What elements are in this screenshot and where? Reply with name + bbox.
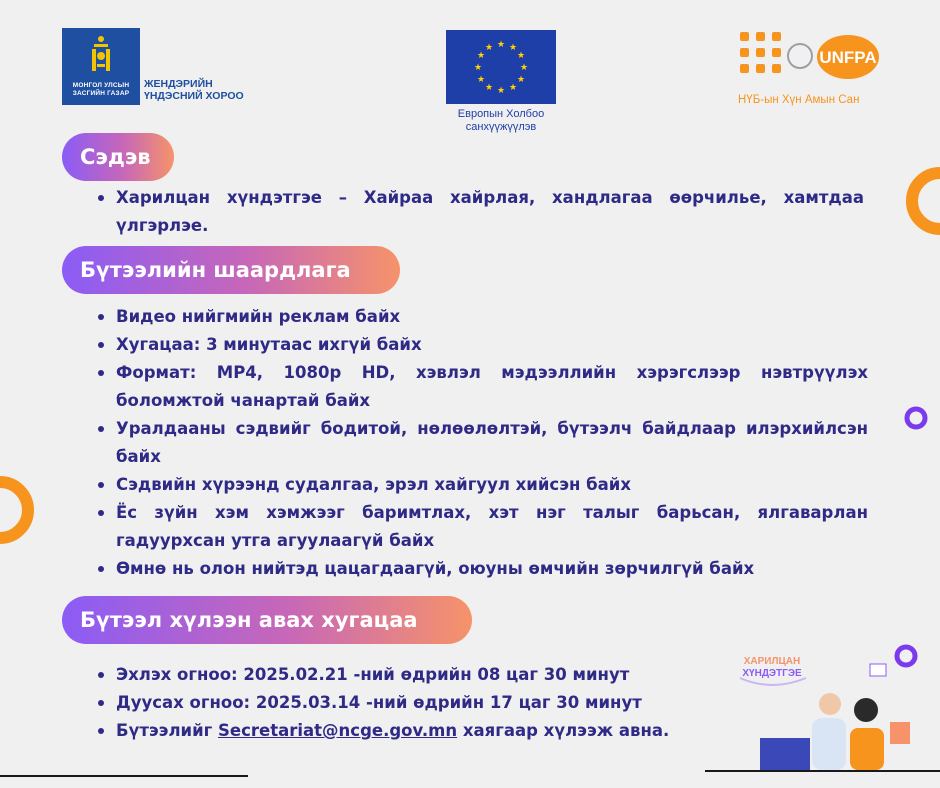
- svg-text:★: ★: [519, 63, 529, 73]
- badge-line1: ХАРИЛЦАН: [743, 656, 801, 667]
- deadline-heading: Бүтээл хүлээн авах хугацаа: [62, 596, 472, 644]
- list-item: Формат: MP4, 1080p HD, хэвлэл мэдээллийн хэрэгслээр нэвтрүүлэх боломжтой чанартай байх: [94, 359, 868, 415]
- badge-line2: ХҮНДЭТГЭЕ: [742, 668, 802, 679]
- list-item: Ёс зүйн хэм хэмжээг баримтлах, хэт нэг талыг барьсан, ялгаварлан гадуурхсан утга агуулаагүй байх: [94, 499, 868, 555]
- email-link[interactable]: Secretariat@ncge.gov.mn: [218, 721, 458, 740]
- orange-ring-icon: [0, 474, 34, 546]
- eu-logo: [446, 30, 558, 140]
- svg-text:★: ★: [496, 40, 506, 50]
- svg-text:★: ★: [508, 43, 518, 53]
- requirements-list: [94, 303, 868, 583]
- svg-text:★: ★: [473, 63, 483, 73]
- purple-ring-icon: [903, 405, 929, 431]
- eu-flag-icon: [446, 30, 556, 104]
- submit-suffix: хаягаар хүлээж авна.: [457, 721, 670, 740]
- eu-caption: Европын Холбоо санхүүжүүлэв: [457, 108, 545, 133]
- requirements-heading: Бүтээлийн шаардлага: [62, 246, 400, 294]
- government-label: МОНГОЛ УЛСЫН ЗАСГИЙН ГАЗАР: [72, 82, 130, 97]
- soyombo-icon: [88, 34, 114, 74]
- divider-line: [705, 770, 940, 772]
- list-item: Эхлэх огноо: 2025.02.21 -ний өдрийн 08 цаг 30 минут: [94, 661, 854, 689]
- list-item: Өмнө нь олон нийтэд цацагдаагүй, оюуны өмчийн зөрчилгүй байх: [94, 555, 868, 583]
- svg-text:★: ★: [484, 83, 494, 93]
- list-item: Дуусах огноо: 2025.03.14 -ний өдрийн 17 цаг 30 минут: [94, 689, 854, 717]
- unfpa-logo: [738, 28, 888, 110]
- people-illustration: [720, 648, 920, 776]
- mongolia-emblem-box: [62, 28, 140, 105]
- svg-text:★: ★: [484, 43, 494, 53]
- svg-text:★: ★: [496, 86, 506, 96]
- list-item: Уралдааны сэдвийг бодитой, нөлөөлөлтэй, бүтээлч байдлаар илэрхийлсэн байх: [94, 415, 868, 471]
- svg-text:★: ★: [476, 51, 486, 61]
- topic-heading: Сэдэв: [62, 133, 174, 181]
- svg-text:★: ★: [516, 51, 526, 61]
- orange-ring-icon: [900, 166, 940, 236]
- svg-text:★: ★: [476, 75, 486, 85]
- list-item: Видео нийгмийн реклам байх: [94, 303, 868, 331]
- list-item: Хугацаа: 3 минутаас ихгүй байх: [94, 331, 868, 359]
- unfpa-caption: НҮБ-ын Хүн Амын Сан: [738, 94, 860, 106]
- svg-text:★: ★: [516, 75, 526, 85]
- list-item: Сэдвийн хүрээнд судалгаа, эрэл хайгуул хийсэн байх: [94, 471, 868, 499]
- submit-prefix: Бүтээлийг: [116, 721, 219, 740]
- list-item: Харилцан хүндэтгэе – Хайраа хайрлая, хандлагаа өөрчилье, хамтдаа үлгэрлэе.: [94, 184, 864, 240]
- svg-text:★: ★: [508, 83, 518, 93]
- mongolia-gender-committee-logo: [62, 28, 262, 108]
- divider-line: [0, 775, 248, 777]
- committee-name: ЖЕНДЭРИЙН ҮНДЭСНИЙ ХОРОО: [144, 78, 244, 102]
- topic-list: [94, 184, 864, 240]
- unfpa-brand-text: UNFPA: [819, 48, 877, 67]
- unfpa-mark-icon: [738, 28, 888, 94]
